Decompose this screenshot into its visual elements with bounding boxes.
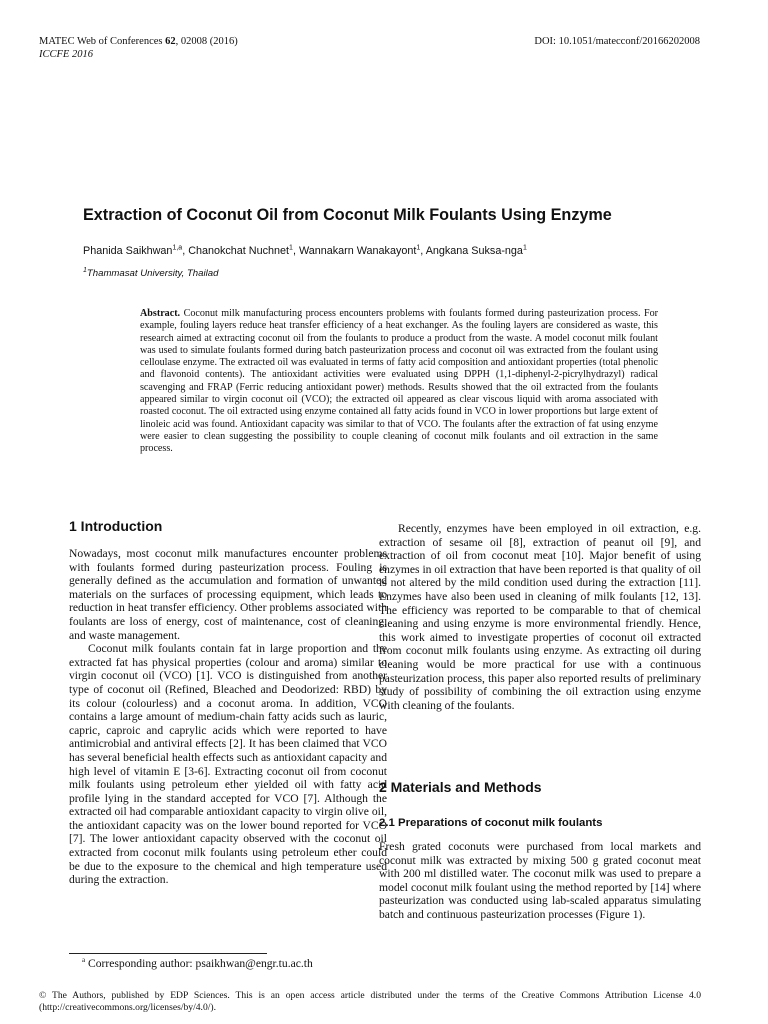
affiliation: $^1$Thammasat University, Thailad [83, 266, 219, 279]
paper-title: Extraction of Coconut Oil from Coconut Milk Foulants Using Enzyme [83, 206, 612, 224]
footnote [82, 957, 313, 971]
subsection-heading: 2.1 Preparations of coconut milk foulants [379, 817, 603, 829]
author-name: Chanokchat Nuchnet [188, 245, 290, 257]
affiliation-mark: 1 [416, 244, 421, 252]
corresponding-author: Corresponding author: psaikhwan@engr.tu.ac.th [85, 957, 313, 970]
paragraph: Nowadays, most coconut milk manufactures encounter problems with foulants formed during pasteurization process. Fouling is generally defined as the accumulation and formation of unwanted materials on the surfaces of processing equipment, which leads to reduction in heat transfer efficiency. Other problems associated with foulants are loss of energy, cost of maintenance, cost of cleaning, and waste management. [69, 547, 387, 642]
right-column [379, 522, 701, 712]
conference-name: ICCFE 2016 [39, 49, 93, 60]
paragraph: Coconut milk foulants contain fat in large proportion and the extracted fat has physical properties (colour and aroma) similar to virgin coconut oil (VCO) [1]. VCO is distinguished from another type of coconut oil (Refined, Bleached and Deodorized: RBD) by its colour (colourless) and a coconut aroma. In addition, VCO contains a large amount of medium-chain fatty acids such as lauric, capric, caproic and caprylic acids which were reported to have antimicrobial and antiviral effects [2]. It has been claimed that VCO has several beneficial health effects such as antioxidant capacity and high level of vitamin E [3-6]. Extracting coconut oil from coconut milk foulants using petroleum ether yielded oil with fatty acid profile lying in the standard accepted for VCO [7]. Although the extracted oil had comparable antioxidant capacity to virgin olive oil, the antioxidant capacity was on the lower bound reported for VCO [7]. The lower antioxidant capacity observed with the coconut oil extracted from coconut milk foulants using petroleum ether could be due to the exposure to the chemical and high temperature used during the extraction. [69, 642, 387, 887]
left-column [69, 518, 387, 887]
affiliation-mark: 1 [522, 244, 527, 252]
affiliation-mark: 1,a [172, 244, 183, 252]
author-name: Angkana Suksa-nga [425, 245, 523, 257]
journal-citation: MATEC Web of Conferences 62, 02008 (2016) [39, 36, 238, 47]
author-name: Phanida Saikhwan [83, 245, 173, 257]
section-heading-introduction: 1 Introduction [69, 518, 163, 534]
abstract-label: Abstract. [140, 308, 181, 319]
footnote-divider [69, 953, 267, 954]
author-list: Phanida Saikhwan$^{1,a}$, Chanokchat Nuchnet$^1$, Wannakarn Wanakayont$^1$, Angkana Suksa-nga$^1$ [83, 244, 527, 257]
license-notice: © The Authors, published by EDP Sciences. This is an open access article distributed under the terms of the Creative Commons Attribution License 4.0 (http://creativecommons.org/licenses/by/4.0/). [39, 990, 701, 1013]
running-header-left [39, 35, 238, 61]
section-heading-materials-methods: 2 Materials and Methods [379, 779, 542, 795]
author-name: Wannakarn Wanakayont [298, 245, 417, 257]
affiliation-mark: 1 [289, 244, 293, 252]
doi[interactable]: DOI: 10.1051/matecconf/20166202008 [534, 36, 700, 47]
footnote-mark: a [82, 956, 86, 965]
paragraph: Recently, enzymes have been employed in oil extraction, e.g. extraction of sesame oil [8], extraction of peanut oil [9], and extraction of oil from coconut meat [10]. Major benefit of using enzymes in oil extraction that have been reported is that quality of oil is not altered by the mild condition used during the extraction [11]. Enzymes have also been used in cleaning of milk foulants [12, 13]. The efficiency was reported to be comparable to that of chemical cleaning and using enzyme is more environmental friendly. Hence, this work aimed to investigate properties of coconut oil extracted from coconut milk foulants using enzyme. As extracting oil during cleaning would be more practical for use with a continuous pasteurization process, this paper also reported results of preliminary study of possibility of combining the oil extraction using enzyme with cleaning of the foulants. [379, 522, 701, 712]
abstract-text: Coconut milk manufacturing process encounters problems with foulants formed during pasteurization process. For example, fouling layers reduce heat transfer efficiency of a heat exchanger. As the fouling layers are considered as waste, this research aimed at extracting coconut oil from the foulants to produce a product from the waste. A model coconut milk foulant was used to simulate foulants formed during batch pasteurization process and coconut oil was extracted from the foulant using celloulase enzyme. The extracted oil was evaluated in terms of fatty acid composition and antioxidant properties (total phenolic and flavonoid contents). The antioxidant activities were evaluated using DPPH (1,1-diphenyl-2-picrylhydrazyl) radical scavenging and FRAP (Ferric reducing antioxidant power) methods. Results showed that the oil extracted from the foulants appeared similar to virgin coconut oil (VCO); the extracted oil appeared as clear viscous liquid with aroma associated with roasted coconut. The oil extracted using enzyme contained all fatty acids found in VCO in lower proportions but large extent of linoleic acid was found. Antioxidant capacity was similar to that of VCO. The foulants after the extraction of fat using enzyme were easier to clean suggesting the possibility to couple cleaning of coconut milk foulants and oil extraction in the same process. [140, 308, 658, 455]
abstract [140, 308, 658, 456]
paragraph: Fresh grated coconuts were purchased from local markets and coconut milk was extracted by mixing 500 g grated coconut meat with 200 ml distilled water. The coconut milk was used to prepare a model coconut milk foulant using the method reported by [14] where pasteurization was conducted using lab-scaled apparatus simulating batch and continuous pasteurization processes (Figure 1). [379, 840, 701, 921]
